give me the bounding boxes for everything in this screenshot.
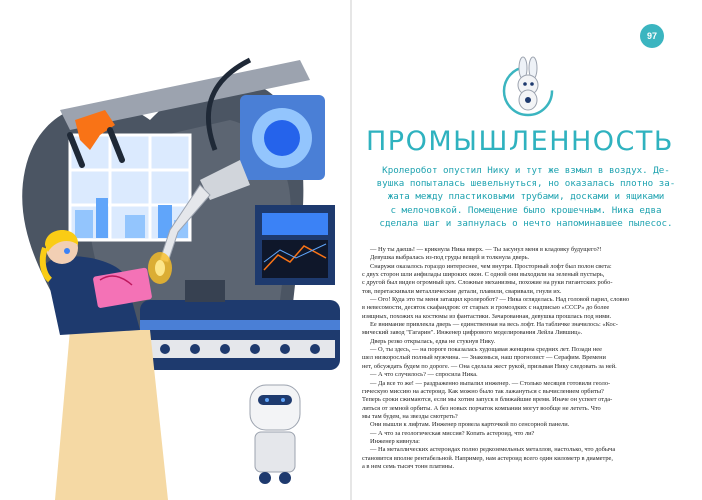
body-paragraph: Девушка выбралась из-под груды вещей и толкнула дверь.	[370, 254, 530, 262]
page-number-badge: 97	[640, 24, 664, 48]
lead-paragraph: Кролеробот опустил Нику и тут же взмыл в воздух. Де- вушка попыталась шевельнуться, но оказалась плотно за- жата между пластиковыми трубами, досками и ящиками с мелочовкой. Помещение было крошечным. Ника едва сделала шаг и запнулась о нечто напоминавшее пылесос.	[376, 165, 676, 229]
body-paragraph: Дверь резко открылась, едва не стукнув Нику.	[370, 337, 496, 345]
body-paragraph: Они вышли к лифтам. Инженер провела карточкой по сенсорной панели.	[370, 421, 570, 429]
body-paragraph: — О, ты здесь, — на пороге показалась худощавая женщина средних лет. Позади нее шел низкорослый полный мужчина. — Знакомься, наш прогнозист — Серафим. Времени нет, обсуждать будем по дороге. — Она сделала жест рукой, призывая Нику следовать за ней.	[362, 346, 617, 370]
chapter-title: ПРОМЫШЛЕННОСТЬ	[366, 126, 674, 157]
body-paragraph: — Ну ты даешь! — крикнула Ника вверх. — Ты засунул меня в кладовку будущего?!	[370, 246, 602, 253]
body-paragraph: — На металлических астероидах полно редкоземельных металлов, настолько, что добыча становится вполне рентабельной. Например, нам астероид всего один километр в диаметре, а в нем семь тысяч тонн платины.	[362, 446, 616, 470]
body-paragraph: Снаружи оказалось гораздо интереснее, чем внутри. Просторный лофт был полон света: с двух сторон шли анфилады широких окон. С одной они выходили на зеленый пустырь, с другой был виден огромный цех. Сложные механизмы, похожие на руки гигантских робо- тов, перетаскивали металлические детали, плавили, сваривали, гнули их.	[362, 262, 613, 295]
bunny-robot-mascot-icon	[497, 56, 559, 118]
body-paragraph: — А что за геологическая миссия? Копать астероид, что ли?	[370, 429, 535, 437]
body-paragraph: — Да все то же! — раздраженно выпалил инженер. — Столько месяцев готовили геоло- гическую миссию на астероид. Как можно было так лажануться с вычислением орбиты? Теперь сроки сжимаются, если мы хотим запуск в ближайшие время. Иначе он успеет отда- литься от земной орбиты. А без новых порчаток компании могут вообще не лететь. Что мы там будем, на звезды смотреть?	[362, 379, 613, 420]
control-panel	[255, 205, 335, 285]
body-text	[362, 246, 692, 471]
body-paragraph: — А что случилось? — спросила Ника.	[370, 371, 478, 379]
body-paragraph: Инженер кивнула:	[370, 437, 420, 445]
white-helper-robot	[250, 385, 300, 484]
right-page	[352, 0, 702, 500]
factory-window	[70, 135, 190, 240]
body-paragraph: Ее внимание привлекла дверь — единственная на весь лофт. На табличке значилось: «Кос- мический завод "Гагарин". Инженер цифрового моделирования Лейла Лившиц».	[362, 321, 618, 337]
body-paragraph: — Ого! Куда это ты меня затащил кролеробот? — Ника огляделась. Над головой парил, словно в невесомости, десяток скафандров: от старых и громоздких с надписью «СССР» до более изящных, похожих на костюмы из фантастики. Зачарованная, девушка прошлась под ними.	[362, 296, 630, 320]
